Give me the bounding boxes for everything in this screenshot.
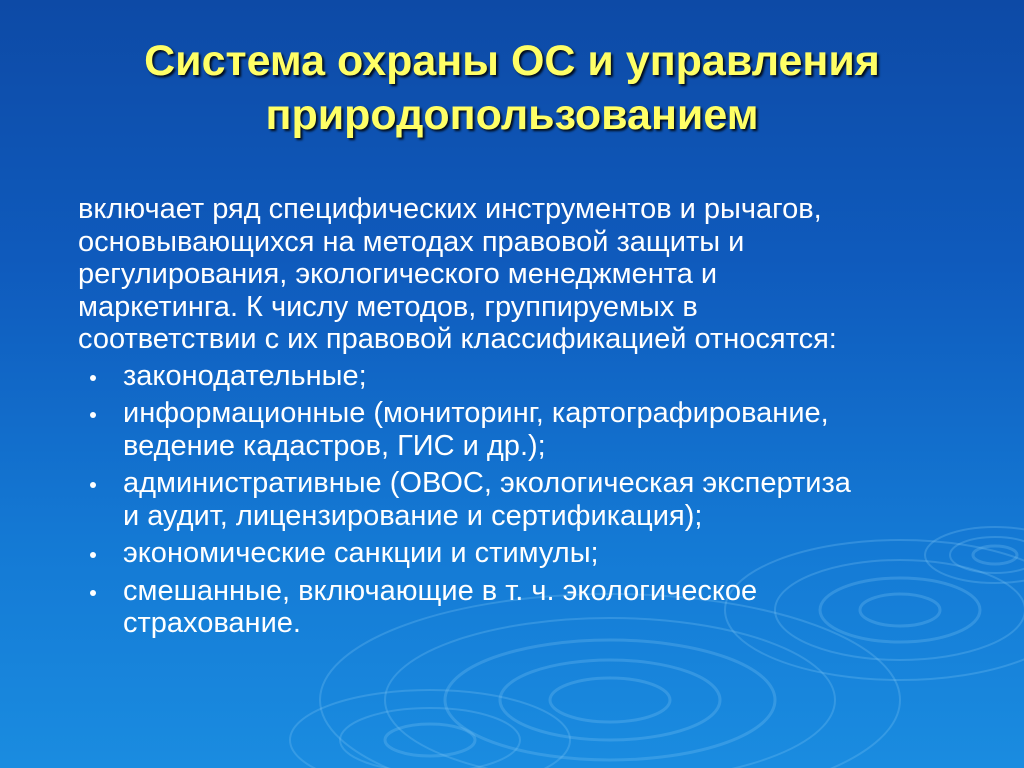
bullet-icon	[90, 482, 96, 488]
method-list-item	[78, 575, 998, 640]
list-item-text: смешанные, включающие в т. ч. экологическое	[123, 574, 758, 607]
intro-line: маркетинга. К числу методов, группируемых в	[78, 290, 698, 323]
list-item-text: и аудит, лицензирование и сертификация);	[123, 499, 703, 532]
intro-paragraph	[78, 193, 998, 356]
slide-title	[40, 34, 984, 142]
list-item-text: экономические санкции и стимулы;	[123, 537, 599, 569]
intro-line: регулирования, экологического менеджмента и	[78, 258, 718, 290]
intro-line: основывающихся на методах правовой защиты и	[78, 225, 745, 258]
method-list	[78, 360, 998, 640]
method-list-item	[78, 537, 998, 570]
list-item-text: законодательные;	[123, 359, 367, 392]
bullet-icon	[90, 412, 96, 418]
slide-body	[78, 193, 998, 645]
list-item-text: административные (ОВОС, экологическая экспертиза	[123, 467, 851, 499]
bullet-icon	[90, 590, 96, 596]
list-item-text: информационные (мониторинг, картографирование,	[123, 397, 829, 429]
bullet-icon	[90, 375, 96, 381]
method-list-item	[78, 397, 998, 462]
method-list-item	[78, 467, 998, 532]
intro-line: включает ряд специфических инструментов и рычагов,	[78, 193, 822, 225]
title-line-1: Система охраны ОС и управления	[144, 37, 880, 85]
method-list-item	[78, 360, 998, 393]
list-item-text: страхование.	[123, 607, 301, 639]
list-item-text: ведение кадастров, ГИС и др.);	[123, 429, 546, 462]
title-line-2: природопользованием	[265, 91, 759, 139]
bullet-icon	[90, 552, 96, 558]
intro-line: соответствии с их правовой классификацией относятся:	[78, 323, 837, 355]
